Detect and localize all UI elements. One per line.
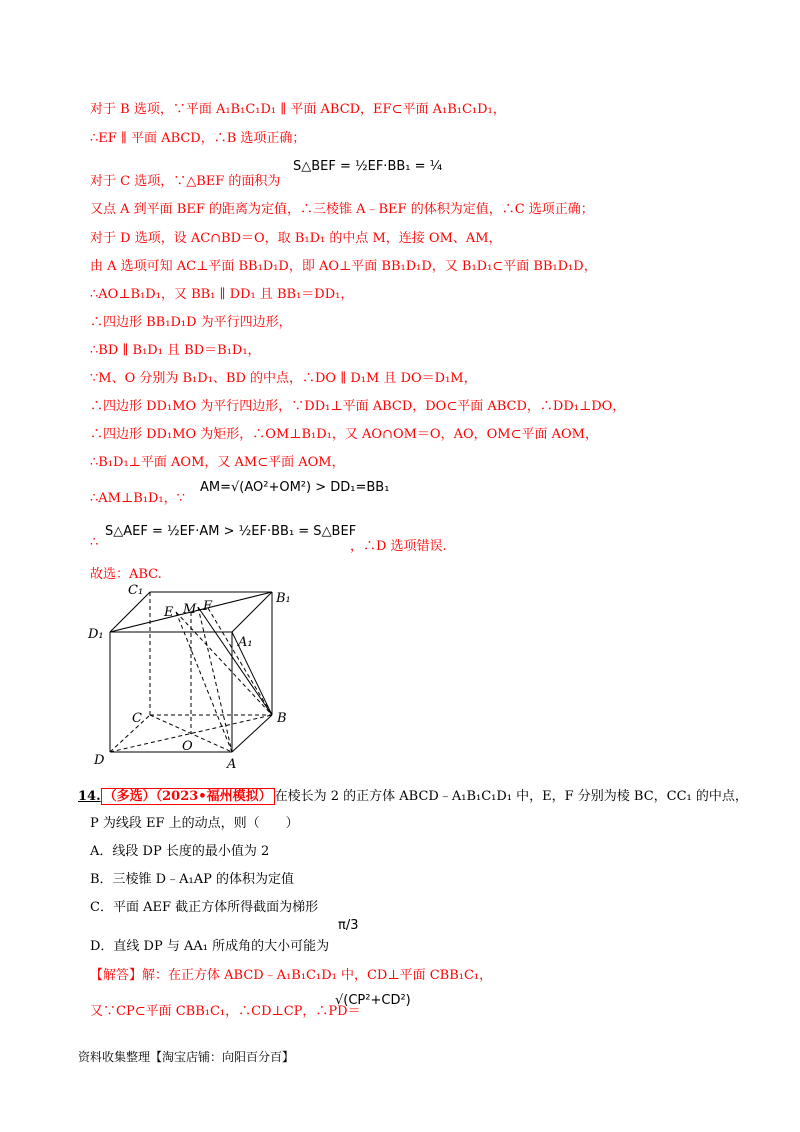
label-a: A — [227, 757, 237, 772]
solution-line-8: ∴四边形 BB₁D₁D 为平行四边形， — [90, 315, 292, 330]
label-e: E — [164, 605, 174, 620]
label-m: M — [183, 602, 197, 617]
option-d: D．直线 DP 与 AA₁ 所成角的大小可能为 — [90, 939, 330, 954]
solution-line-3: 对于 C 选项，∵△BEF 的面积为 — [90, 174, 281, 189]
answer-line-2: 又∵CP⊂平面 CBB₁C₁，∴CD⊥CP，∴PD＝ — [90, 1004, 361, 1019]
solution-line-16: ，∴D 选项错误. — [350, 539, 447, 554]
label-b1: B₁ — [276, 591, 291, 606]
cube-figure — [80, 580, 300, 780]
solution-line-5: 对于 D 选项，设 AC∩BD＝O，取 B₁D₁ 的中点 M，连接 OM、AM， — [90, 231, 502, 246]
solution-line-12: ∴四边形 DD₁MO 为矩形，∴OM⊥B₁D₁，又 AO∩OM＝O，AO，OM⊂平面 AOM， — [90, 427, 598, 442]
solution-line-17: 故选：ABC. — [90, 567, 162, 582]
solution-line-1: 对于 B 选项，∵平面 A₁B₁C₁D₁ ∥ 平面 ABCD，EF⊂平面 A₁B₁C₁D₁， — [90, 102, 506, 117]
footer: 资料收集整理【淘宝店铺：向阳百分百】 — [78, 1050, 295, 1064]
am-formula: AM=√(AO²+OM²) > DD₁=BB₁ — [200, 480, 390, 495]
solution-line-4: 又点 A 到平面 BEF 的距离为定值，∴三棱锥 A﹣BEF 的体积为定值，∴C 选项正确； — [90, 202, 594, 217]
solution-line-11: ∴四边形 DD₁MO 为平行四边形，∵DD₁⊥平面 ABCD，DO⊂平面 ABCD，∴DD₁⊥DO， — [90, 399, 626, 414]
label-c1: C₁ — [128, 583, 144, 598]
solution-line-7: ∴AO⊥B₁D₁，又 BB₁ ∥ DD₁ 且 BB₁＝DD₁， — [90, 287, 354, 302]
option-c: C．平面 AEF 截正方体所得截面为梯形 — [90, 900, 319, 915]
label-f: F — [203, 599, 213, 614]
solution-line-6: 由 A 选项可知 AC⊥平面 BB₁D₁D，即 AO⊥平面 BB₁D₁D，又 B₁D₁⊂平面 BB₁D₁D， — [90, 259, 597, 274]
label-d1: D₁ — [88, 627, 104, 642]
label-b: B — [277, 711, 287, 726]
solution-line-9: ∴BD ∥ B₁D₁ 且 BD＝B₁D₁， — [90, 343, 261, 358]
question-14-line-1 — [78, 785, 748, 804]
label-c: C — [132, 711, 142, 726]
solution-line-10: ∵M、O 分别为 B₁D₁、BD 的中点，∴DO ∥ D₁M 且 DO＝D₁M， — [90, 371, 477, 386]
question-stem-1: 在棱长为 2 的正方体 ABCD﹣A₁B₁C₁D₁ 中，E，F 分别为棱 BC，CC₁ 的中点， — [274, 789, 748, 804]
question-stem-2: P 为线段 EF 上的动点，则（ ） — [90, 816, 299, 831]
question-number: 14. — [78, 789, 101, 804]
solution-line-13: ∴B₁D₁⊥平面 AOM，又 AM⊂平面 AOM， — [90, 455, 345, 470]
answer-line-1: 【解答】解：在正方体 ABCD﹣A₁B₁C₁D₁ 中，CD⊥平面 CBB₁C₁， — [90, 968, 493, 983]
label-d: D — [94, 753, 105, 768]
area-aef-formula: S△AEF = ½EF·AM > ½EF·BB₁ = S△BEF — [105, 524, 357, 539]
solution-line-15: ∴ — [90, 535, 99, 550]
answer-formula: √(CP²+CD²) — [335, 993, 411, 1008]
label-o: O — [182, 739, 193, 754]
option-b: B．三棱锥 D﹣A₁AP 的体积为定值 — [90, 872, 294, 887]
option-a: A．线段 DP 长度的最小值为 2 — [90, 844, 270, 859]
area-bef-formula: S△BEF = ½EF·BB₁ = ¼ — [293, 159, 443, 174]
solution-line-2: ∴EF ∥ 平面 ABCD，∴B 选项正确； — [90, 131, 306, 146]
label-a1: A₁ — [238, 635, 253, 650]
option-d-value: π/3 — [338, 918, 359, 933]
question-tag: （多选）（2023•福州模拟） — [101, 788, 275, 805]
solution-line-14: ∴AM⊥B₁D₁，∵ — [90, 491, 185, 506]
